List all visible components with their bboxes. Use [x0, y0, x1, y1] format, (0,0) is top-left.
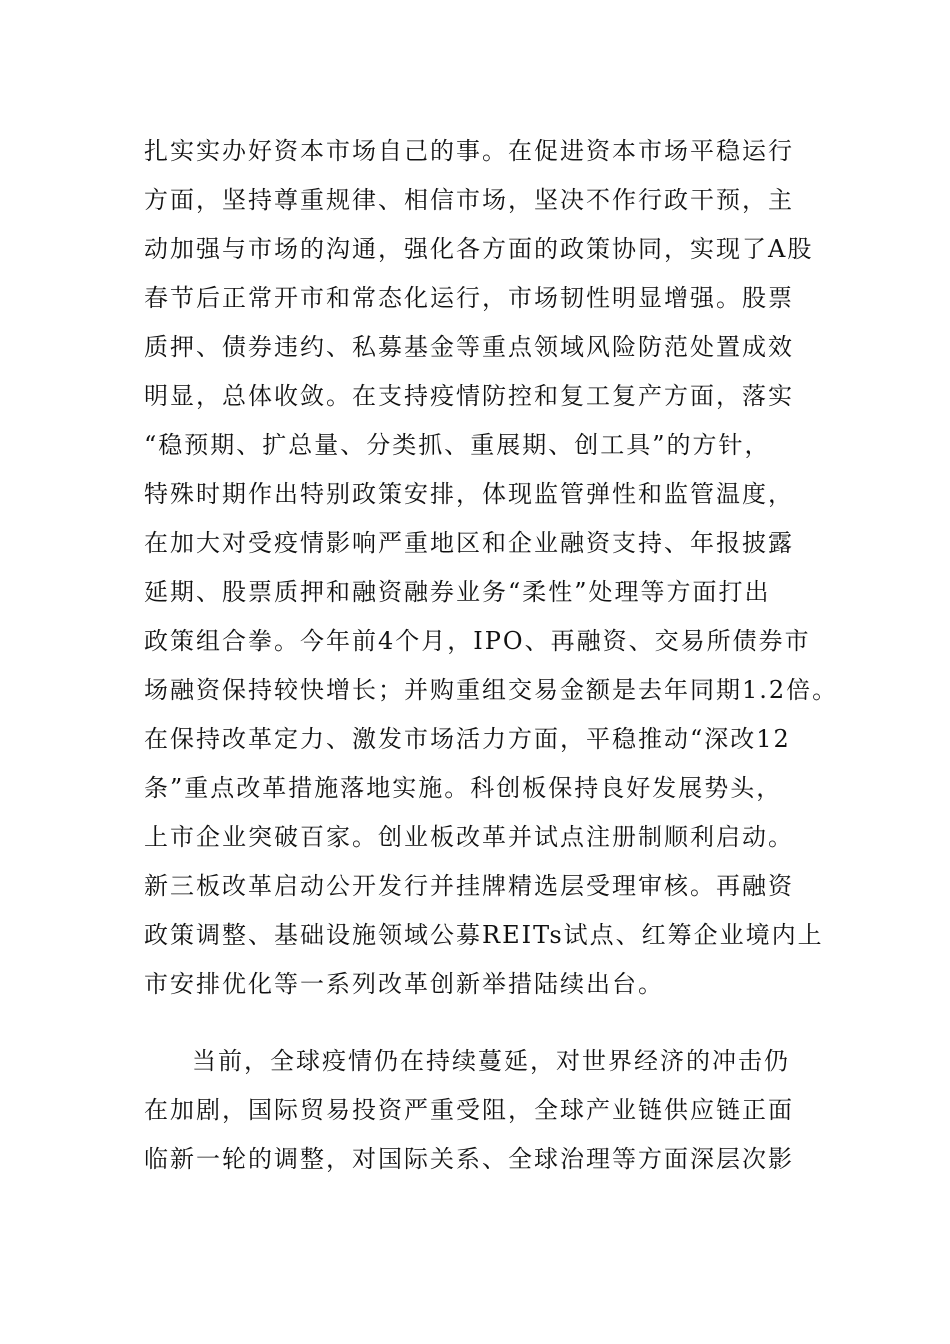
text-line: 明显，总体收敛。在支持疫情防控和复工复产方面，落实	[144, 382, 794, 410]
text-line: “稳预期、扩总量、分类抓、重展期、创工具”的方针，	[144, 431, 771, 459]
text-line: 条”重点改革措施落地实施。科创板保持良好发展势头，	[144, 774, 783, 802]
text-line: 上市企业突破百家。创业板改革并试点注册制顺利启动。	[144, 823, 794, 851]
text-line: 春节后正常开市和常态化运行，市场韧性明显增强。股票	[144, 284, 794, 312]
paragraph-1	[144, 127, 839, 1009]
text-line: 质押、债券违约、私募基金等重点领域风险防范处置成效	[144, 333, 794, 361]
text-line: 方面，坚持尊重规律、相信市场，坚决不作行政干预，主	[144, 186, 794, 214]
text-line: 延期、股票质押和融资融券业务“柔性”处理等方面打出	[144, 578, 771, 606]
text-line: 场融资保持较快增长；并购重组交易金额是去年同期1.2倍。	[144, 676, 839, 704]
text-line: 在加剧，国际贸易投资严重受阻，全球产业链供应链正面	[144, 1096, 794, 1124]
text-line: 市安排优化等一系列改革创新举措陆续出台。	[144, 970, 664, 998]
text-line: 临新一轮的调整，对国际关系、全球治理等方面深层次影	[144, 1145, 794, 1173]
text-line: 在保持改革定力、激发市场活力方面，平稳推动“深改12	[144, 725, 791, 753]
text-line: 扎实实办好资本市场自己的事。在促进资本市场平稳运行	[144, 137, 794, 165]
text-line: 政策组合拳。今年前4个月，IPO、再融资、交易所债券市	[144, 627, 811, 655]
text-line: 新三板改革启动公开发行并挂牌精选层受理审核。再融资	[144, 872, 794, 900]
text-line: 动加强与市场的沟通，强化各方面的政策协同，实现了A股	[144, 235, 814, 263]
paragraph-2	[144, 1037, 814, 1184]
text-line: 特殊时期作出特别政策安排，体现监管弹性和监管温度，	[144, 480, 794, 508]
text-line: 政策调整、基础设施领域公募REITs试点、红筹企业境内上	[144, 921, 824, 949]
text-line: 在加大对受疫情影响严重地区和企业融资支持、年报披露	[144, 529, 794, 557]
text-line: 当前，全球疫情仍在持续蔓延，对世界经济的冲击仍	[192, 1047, 790, 1075]
